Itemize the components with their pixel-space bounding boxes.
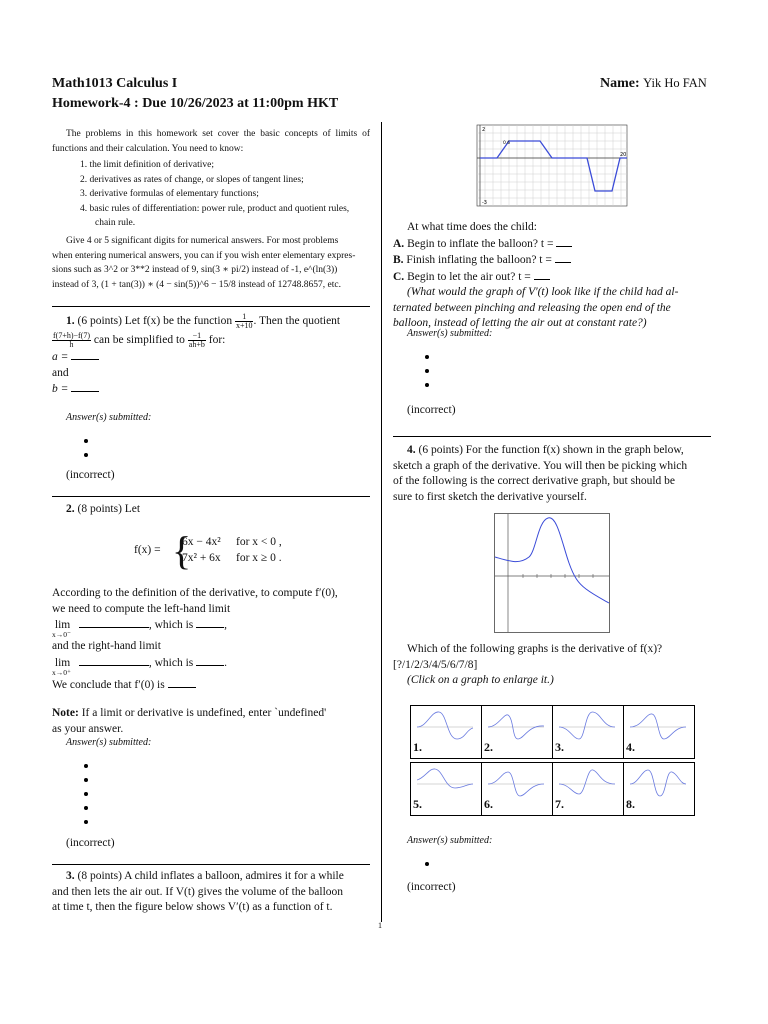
answer-bullet [425,857,445,871]
q1-fraction-3: $\frac{-1}{ah+b}$ [188,331,205,349]
q3-note: balloon, instead of letting the air out at constant rate?) [393,317,647,329]
q4-answers-submitted: Answer(s) submitted: [407,835,493,846]
graph-option-8[interactable] [623,762,695,816]
q2-answer-list [84,759,104,829]
intro-list [80,158,372,231]
graph-option-label: 3. [555,740,564,754]
q2-case1-cond: for x < 0 , [236,536,282,548]
q4-options: [?/1/2/3/4/5/6/7/8] [393,658,478,671]
q3-graph-ytick-bot: -3 [482,200,487,206]
section-rule [52,864,370,865]
section-rule [393,436,711,437]
q4-prompt [393,642,713,689]
answer-bullet [84,815,104,829]
graph-option-label: 5. [413,797,422,811]
q1-and: and [52,366,69,379]
q3-a-input[interactable] [556,236,572,247]
q4-status: (incorrect) [407,881,456,893]
q3-b-label: B. [393,254,404,266]
q4-answer-list [425,857,445,871]
intro-paragraph-2 [52,234,370,292]
q2-lim-left-sub: x→0⁻ [52,630,71,639]
q3-a-label: A. [393,237,405,250]
graph-option-label: 6. [484,797,493,811]
q1-text: (6 points) Let f(x) be the function [77,315,233,328]
q2-lim-left: lim [54,619,71,631]
q2-case2-expr: 7x² + 6x [182,551,221,564]
q2-text: We conclude that f′(0) is [52,678,165,691]
q2-left-limit-expr-input[interactable] [79,617,149,628]
answer-bullet [425,350,445,364]
intro-p2-line: instead of 3, (1 + tan(3)) ∗ (4 − sin(5))^6 − 15/8 instead of 12748.8657, etc. [52,279,341,290]
question-1 [52,313,372,398]
intro-p2-line: when entering numerical answers, you can if you wish enter elementary expres- [52,250,356,261]
q2-note-label: Note: [52,707,79,719]
q2-text: we need to compute the left-hand limit [52,602,231,615]
intro-paragraph-1: The problems in this homework set cover the basic concepts of limits of functions and their calculation. You need to know: [52,129,370,154]
q4-text: sure to first sketch the derivative yourself. [393,490,587,503]
q1-number: 1. [66,315,75,328]
q2-text: and the right-hand limit [52,640,161,652]
q2-cases [182,535,312,566]
q2-note [52,706,372,737]
q3-b-text: Finish inflating the balloon? t = [406,254,552,266]
answer-bullet [425,364,445,378]
q3-graph-ytick: 2 [482,127,486,133]
q2-fx: f(x) = [134,544,161,556]
student-name: Yik Ho FAN [643,76,707,90]
graph-option-3[interactable] [552,705,624,759]
q3-text: At what time does the child: [407,221,537,233]
column-divider [381,122,382,922]
q2-brace: { [172,528,192,573]
name-line [600,76,707,92]
q1-a-input[interactable] [71,349,99,360]
q2-status: (incorrect) [66,837,115,849]
q3-graph-svg [474,124,630,208]
q4-which: Which of the following graphs is the derivative of f(x)? [407,643,663,655]
graph-option-7[interactable] [552,762,624,816]
answer-bullet [84,759,104,773]
q2-lim-right: lim [54,656,71,669]
q1-answer-list [84,434,104,462]
graph-option-2[interactable] [481,705,553,759]
page-number: 1 [378,921,382,930]
q1-text: for: [208,334,226,347]
q3-questions [393,220,713,332]
q3-note: ternated between pinching and releasing the open end of the [393,301,671,314]
q4-function-graph[interactable] [494,513,610,633]
answer-bullet [84,773,104,787]
q2-text: , which is [148,656,194,669]
q2-note-text: as your answer. [52,722,124,735]
answer-bullet [425,378,445,392]
q1-fraction-2: $\frac{f(7+h)-f(7)}{h}$ [53,331,91,349]
q1-answers-submitted: Answer(s) submitted: [66,412,152,423]
q1-text: . Then the quotient [253,315,341,328]
q4-answer-graphs [410,705,698,817]
q2-text: , which is [148,619,194,631]
section-rule [52,496,370,497]
graph-option-label: 8. [626,797,635,811]
q2-derivative-input[interactable] [168,677,196,688]
answer-bullet [84,448,104,462]
q3-note: (What would the graph of V′(t) look like if the child had al- [407,286,679,298]
q4-text: sketch a graph of the derivative. You will then be picking which [393,459,688,472]
section-rule [52,306,370,307]
q3-answer-list [425,350,445,392]
q2-lim-right-sub: x→0⁺ [52,667,71,677]
q4-number: 4. [407,444,416,456]
answer-bullet [84,801,104,815]
q3-text: and then lets the air out. If V(t) gives the volume of the balloon [52,885,344,898]
q2-case2-cond: for x ≥ 0 . [236,551,282,564]
graph-option-6[interactable] [481,762,553,816]
graph-option-label: 1. [413,740,422,754]
graph-option-label: 7. [555,797,564,811]
q4-text: of the following is the correct derivative graph, but should be [393,475,675,487]
q2-note-text: If a limit or derivative is undefined, enter `undefined' [81,707,327,719]
intro-p2-line: sions such as 3^2 or 3**2 instead of 9, sin(3 ∗ pi/2) instead of -1, e^(ln(3)) [52,265,338,275]
graph-option-label: 4. [626,740,635,754]
q1-b-label: b = [52,383,69,395]
q2-body: According to the definition of the derivative, to compute f′(0), we need to compute the left-hand limit lim , which is , x→0⁻ and the right-hand limit lim , which is . x→0⁺ We conclude that f′(0) is [52,586,372,693]
q3-text: (8 points) A child inflates a balloon, admires it for a while [77,870,344,882]
q2-right-limit-expr-input[interactable] [79,655,149,666]
homework-title: Homework-4 : Due 10/26/2023 at 11:00pm HKT [52,96,339,111]
q2-answers-submitted: Answer(s) submitted: [66,737,152,748]
q3-status: (incorrect) [407,404,456,416]
q1-text: can be simplified to [93,334,185,347]
q3-c-text: Begin to let the air out? t = [407,270,531,283]
q4-click-hint: (Click on a graph to enlarge it.) [407,674,554,686]
q3-answers-submitted: Answer(s) submitted: [407,328,493,339]
graph-option-4[interactable] [623,705,695,759]
q4-function-graph-svg [494,513,610,633]
q2-heading [66,502,140,518]
q2-right-limit-value-input[interactable] [196,655,224,666]
intro-item: 3. derivative formulas of elementary functions; [80,189,259,199]
q2-number: 2. [66,503,75,515]
intro-item: 2. derivatives as rates of change, or slopes of tangent lines; [80,174,304,185]
q3-c-label: C. [393,270,405,283]
q3-graph-ytick-mid: 0.6 [503,141,511,146]
intro-item: 4. basic rules of differentiation: power rule, product and quotient rules, [80,203,350,214]
q4-intro [393,443,713,505]
graph-option-1[interactable] [410,705,482,759]
q2-case1-expr: 6x − 4x² [182,536,221,548]
q2-left-limit-value-input[interactable] [196,617,224,628]
intro-item: chain rule. [95,218,136,228]
graph-option-5[interactable] [410,762,482,816]
course-title: Math1013 Calculus I [52,76,178,91]
answer-bullet [84,434,104,448]
q3-a-text: Begin to inflate the balloon? t = [407,237,554,250]
q2-text: According to the definition of the derivative, to compute f′(0), [52,587,338,599]
q3-number: 3. [66,870,75,882]
q3-graph[interactable] [474,124,630,208]
intro-p2-line: Give 4 or 5 significant digits for numerical answers. For most problems [66,236,339,246]
graph-option-label: 2. [484,740,493,754]
answer-bullet [84,787,104,801]
q1-a-label: a = [52,351,69,363]
q2-let: (8 points) Let [77,503,141,515]
q3-b-input[interactable] [555,252,571,263]
q1-fraction-1: $\frac{1}{x+10}$ [235,312,253,330]
q3-intro [52,869,372,916]
q1-b-input[interactable] [71,381,99,392]
q3-graph-xtick: 20 [620,152,627,158]
q3-text: at time t, then the figure below shows V′(t) as a function of t. [52,901,333,913]
name-label: Name: [600,76,640,91]
q3-c-input[interactable] [534,269,550,280]
q1-status: (incorrect) [66,469,115,481]
intro-item: 1. the limit definition of derivative; [80,160,215,170]
q4-text: (6 points) For the function f(x) shown in the graph below, [418,444,684,456]
